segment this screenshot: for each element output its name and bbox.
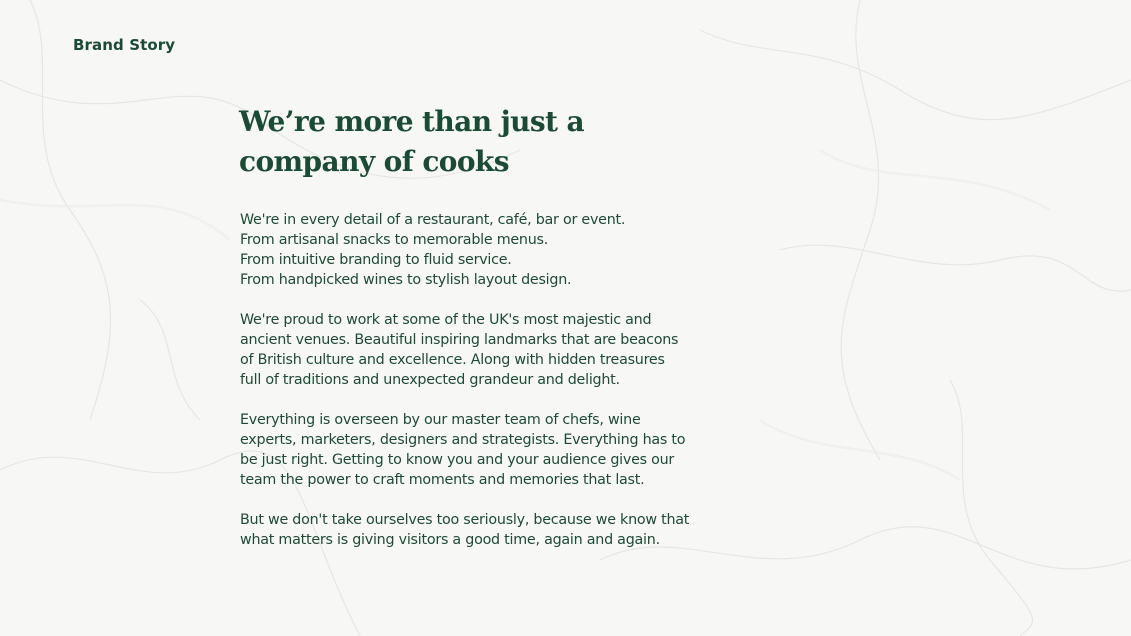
headline-line: We’re more than just a (239, 105, 585, 138)
text-line: team the power to craft moments and memories that last. (240, 472, 645, 488)
text-line: But we don't take ourselves too seriously, because we know that (240, 512, 690, 528)
text-line: Everything is overseen by our master team of chefs, wine (240, 412, 641, 428)
text-line: From artisanal snacks to memorable menus. (240, 232, 549, 248)
headline (239, 102, 659, 182)
paragraph (240, 210, 800, 290)
headline-line: company of cooks (239, 145, 509, 178)
section-label: Brand Story (73, 36, 176, 54)
text-line: From handpicked wines to stylish layout design. (240, 272, 572, 288)
text-line: what matters is giving visitors a good time, again and again. (240, 532, 660, 548)
text-line: of British culture and excellence. Along with hidden treasures (240, 352, 665, 368)
text-line: From intuitive branding to fluid service. (240, 252, 512, 268)
paragraph (240, 410, 800, 490)
paragraph (240, 510, 800, 550)
text-line: We're in every detail of a restaurant, café, bar or event. (240, 212, 626, 228)
text-line: be just right. Getting to know you and your audience gives our (240, 452, 675, 468)
text-line: experts, marketers, designers and strategists. Everything has to (240, 432, 686, 448)
text-line: full of traditions and unexpected grandeur and delight. (240, 372, 620, 388)
text-line: ancient venues. Beautiful inspiring landmarks that are beacons (240, 332, 679, 348)
text-line: We're proud to work at some of the UK's most majestic and (240, 312, 652, 328)
paragraph (240, 310, 800, 390)
body-text (240, 210, 800, 570)
